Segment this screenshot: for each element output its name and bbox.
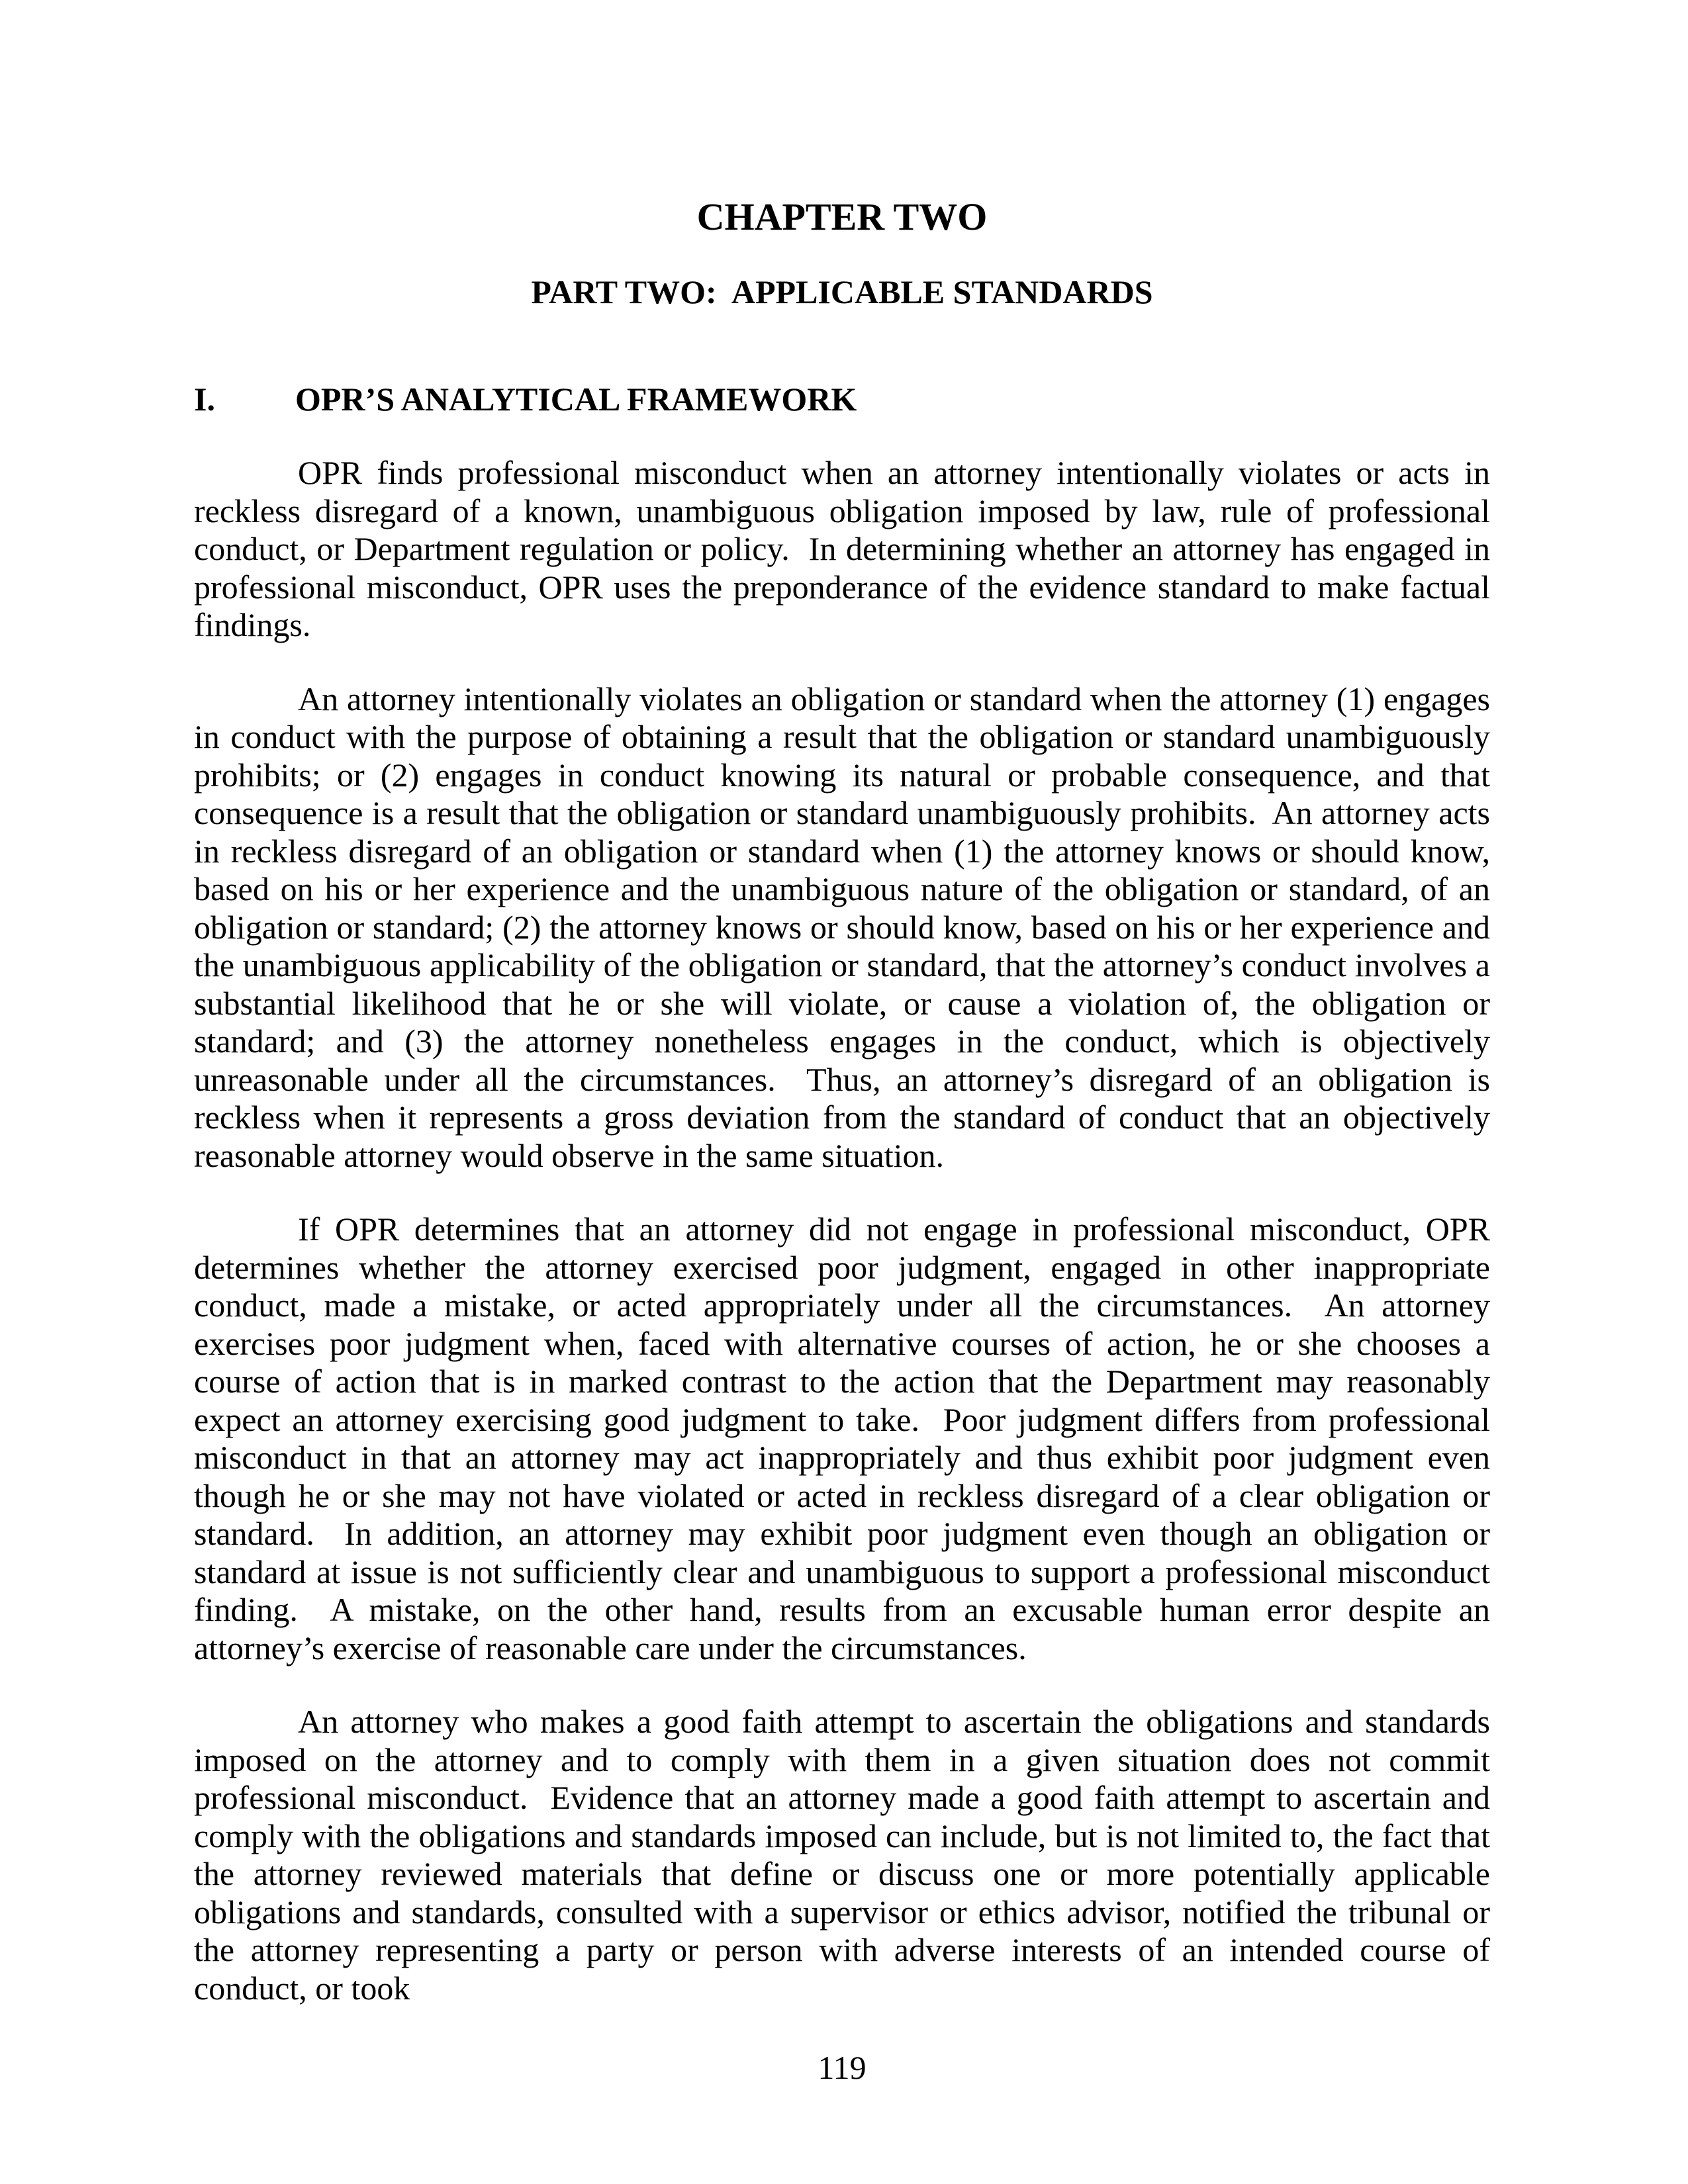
section-title: OPR’S ANALYTICAL FRAMEWORK xyxy=(295,381,857,418)
paragraph-intentional-violation: An attorney intentionally violates an obligation or standard when the attorney (1) engages in conduct with the purpose of obtaining a result that the obligation or standard unambiguously prohibits; or (2) engages in conduct knowing its natural or probable consequence, and that consequence is a result that the obligation or standard unambiguously prohibits. An attorney acts in reckless disregard of an obligation or standard when (1) the attorney knows or should know, based on his or her experience and the unambiguous nature of the obligation or standard, of an obligation or standard; (2) the attorney knows or should know, based on his or her experience and the unambiguous applicability of the obligation or standard, that the attorney’s conduct involves a substantial likelihood that he or she will violate, or cause a violation of, the obligation or standard; and (3) the attorney nonetheless engages in the conduct, which is objectively unreasonable under all the circumstances. Thus, an attorney’s disregard of an obligation is reckless when it represents a gross deviation from the standard of conduct that an objectively reasonable attorney would observe in the same situation. xyxy=(194,680,1499,1174)
paragraph-good-faith: An attorney who makes a good faith attempt to ascertain the obligations and standards imposed on the attorney and to comply with them in a given situation does not commit professional misconduct. Evidence that an attorney made a good faith attempt to ascertain and comply with the obligations and standards imposed can include, but is not limited to, the fact that the attorney reviewed materials that define or discuss one or more potentially applicable obligations and standards, consulted with a supervisor or ethics advisor, notified the tribunal or the attorney representing a party or person with adverse interests of an intended course of conduct, or took xyxy=(194,1703,1499,2007)
paragraph-poor-judgment: If OPR determines that an attorney did not engage in professional misconduct, OPR determines whether the attorney exercised poor judgment, engaged in other inappropriate conduct, made a mistake, or acted appropriately under all the circumstances. An attorney exercises poor judgment when, faced with alternative courses of action, he or she chooses a course of action that is in marked contrast to the action that the Department may reasonably expect an attorney exercising good judgment to take. Poor judgment differs from professional misconduct in that an attorney may act inappropriately and thus exhibit poor judgment even though he or she may not have violated or acted in reckless disregard of a clear obligation or standard. In addition, an attorney may exhibit poor judgment even though an obligation or standard at issue is not sufficiently clear and unambiguous to support a professional misconduct finding. A mistake, on the other hand, results from an excusable human error despite an attorney’s exercise of reasonable care under the circumstances. xyxy=(194,1210,1499,1666)
paragraph-opr-finds: OPR finds professional misconduct when an attorney intentionally violates or acts in reckless disregard of a known, unambiguous obligation imposed by law, rule of professional conduct, or Department regulation or policy. In determining whether an attorney has engaged in professional misconduct, OPR uses the preponderance of the evidence standard to make factual findings. xyxy=(194,454,1499,643)
section-numeral: I. xyxy=(194,381,215,418)
chapter-heading: CHAPTER TWO xyxy=(696,195,988,238)
part-heading: PART TWO: APPLICABLE STANDARDS xyxy=(531,273,1153,310)
document-content xyxy=(194,0,1499,2087)
section-heading xyxy=(194,380,1490,418)
page-number: 119 xyxy=(818,2049,867,2086)
